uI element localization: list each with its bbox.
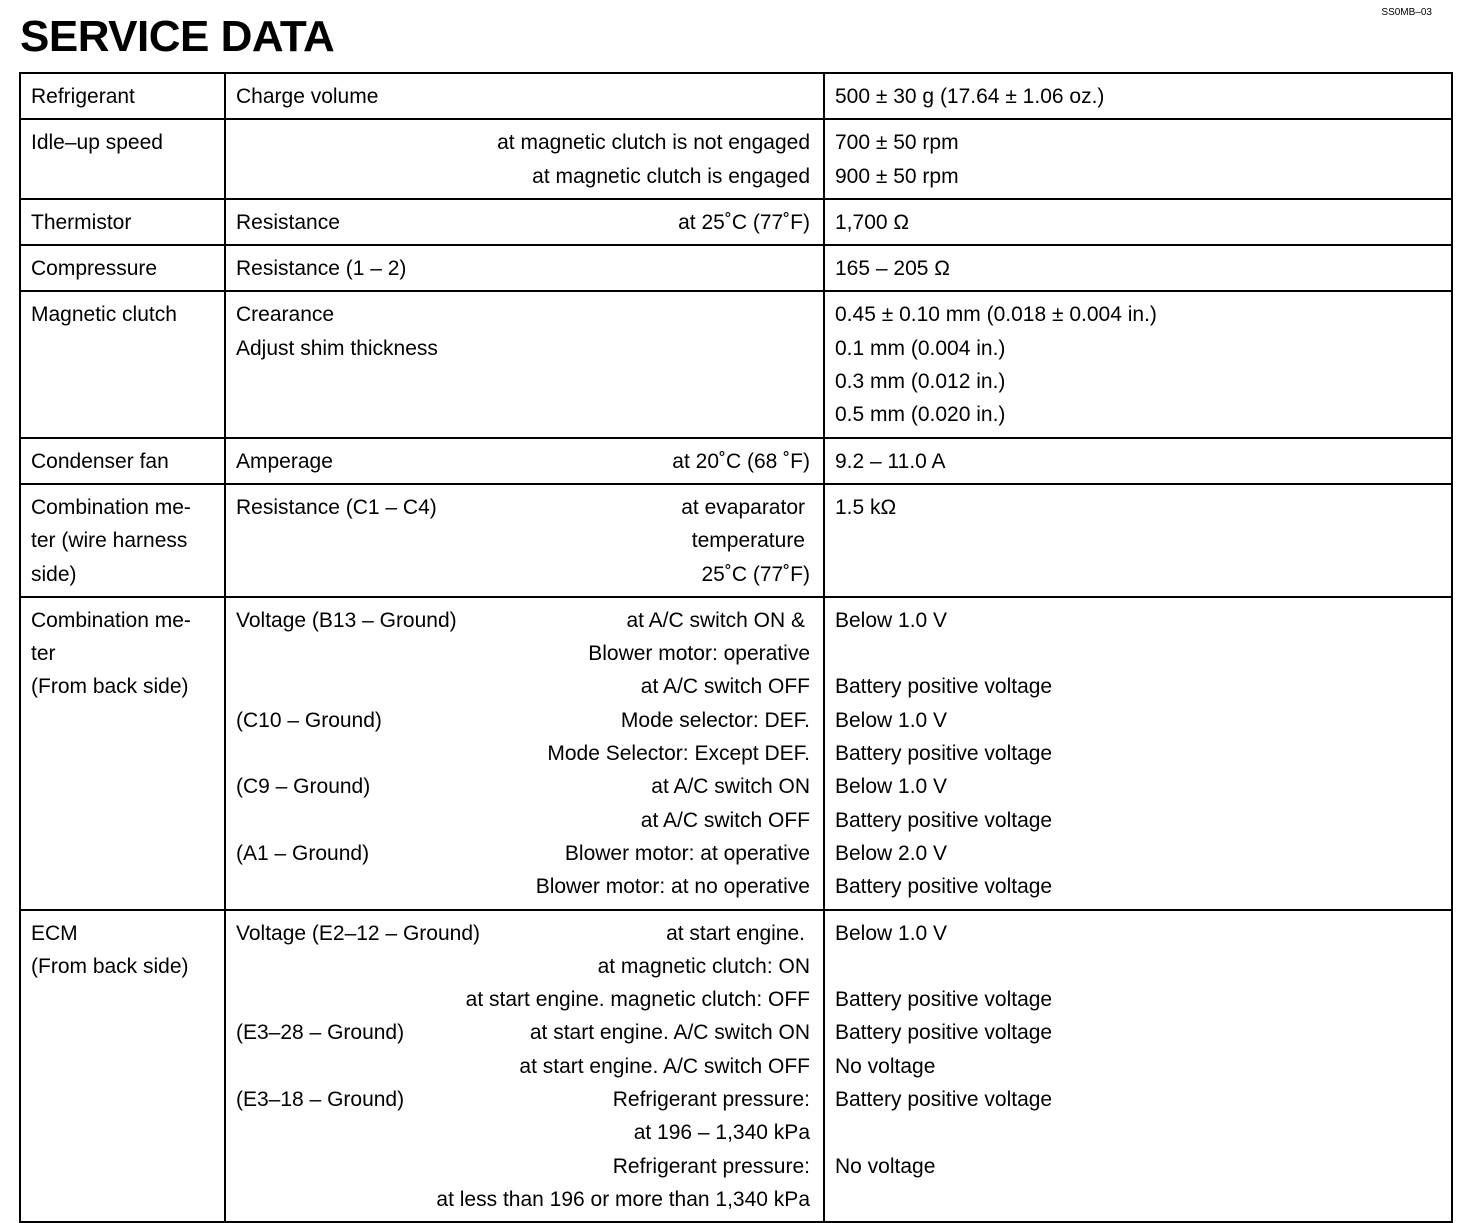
value-text: Below 1.0 V	[835, 921, 948, 945]
condition-text: Blower motor: at no operative	[535, 875, 810, 899]
value-text: 0.45 ± 0.10 mm (0.018 ± 0.004 in.)	[835, 303, 1157, 327]
value-text: 500 ± 30 g (17.64 ± 1.06 oz.)	[835, 85, 1105, 108]
item-cell	[20, 119, 225, 199]
value-cell	[824, 484, 1452, 597]
item-label: Idle–up speed	[31, 131, 163, 155]
condition-cell	[225, 291, 824, 437]
value-text: Battery positive voltage	[835, 808, 1053, 832]
param-label: (E3–28 – Ground)	[236, 1021, 405, 1045]
value-text	[835, 1183, 1451, 1216]
param-label: Adjust shim thickness	[236, 336, 438, 360]
condition-cell	[225, 910, 824, 1223]
table-row	[20, 438, 1452, 484]
item-cell	[20, 291, 225, 437]
condition-cell	[225, 438, 824, 484]
value-text	[835, 1116, 1451, 1149]
condition-text: at A/C switch OFF	[640, 675, 810, 699]
param-label: Voltage (E2–12 – Ground)	[236, 921, 481, 945]
item-cell	[20, 597, 225, 910]
condition-text: at start engine. A/C switch OFF	[519, 1054, 810, 1078]
condition-text: Blower motor: at operative	[564, 841, 810, 865]
value-text: Battery positive voltage	[835, 875, 1053, 899]
page-title: SERVICE DATA	[20, 12, 335, 61]
value-text: Battery positive voltage	[835, 1088, 1053, 1112]
condition-text: at magnetic clutch is not engaged	[497, 131, 810, 155]
condition-cell	[225, 199, 824, 245]
condition-text: temperature	[691, 529, 805, 553]
item-label: Refrigerant	[31, 85, 135, 108]
value-text: No voltage	[835, 1054, 936, 1078]
condition-text: Mode Selector: Except DEF.	[547, 742, 810, 766]
table-row	[20, 597, 1452, 910]
item-label: ter (wire harness	[31, 529, 188, 553]
item-label: Condenser fan	[31, 449, 169, 473]
condition-text: at magnetic clutch: ON	[597, 954, 810, 978]
item-cell	[20, 910, 225, 1223]
value-text: 1,700 Ω	[835, 210, 910, 234]
condition-cell	[225, 484, 824, 597]
param-label: Resistance (C1 – C4)	[236, 495, 437, 519]
condition-text: at start engine.	[666, 921, 805, 945]
table-row	[20, 484, 1452, 597]
item-cell	[20, 73, 225, 119]
value-cell	[824, 597, 1452, 910]
table-row	[20, 199, 1452, 245]
condition-text: at 20˚C (68 ˚F)	[672, 449, 810, 473]
value-cell	[824, 119, 1452, 199]
condition-text: at A/C switch OFF	[640, 808, 810, 832]
condition-cell	[225, 73, 824, 119]
condition-text: at 196 – 1,340 kPa	[633, 1121, 810, 1145]
table-row	[20, 73, 1452, 119]
value-text: 165 – 205 Ω	[835, 257, 950, 281]
item-label: Magnetic clutch	[31, 303, 177, 327]
value-cell	[824, 438, 1452, 484]
param-label: Amperage	[236, 449, 333, 473]
value-text: Below 1.0 V	[835, 708, 948, 732]
value-cell	[824, 73, 1452, 119]
value-text: Battery positive voltage	[835, 988, 1053, 1012]
item-cell	[20, 484, 225, 597]
param-label: (E3–18 – Ground)	[236, 1088, 405, 1112]
condition-text: Blower motor: operative	[588, 642, 810, 666]
value-text: 0.1 mm (0.004 in.)	[835, 336, 1006, 360]
value-text: 900 ± 50 rpm	[835, 164, 959, 188]
value-text: 9.2 – 11.0 A	[835, 449, 946, 473]
param-label: (C9 – Ground)	[236, 775, 371, 799]
value-text	[835, 950, 1451, 983]
item-cell	[20, 245, 225, 291]
table-row	[20, 291, 1452, 437]
value-cell	[824, 199, 1452, 245]
condition-text: at 25˚C (77˚F)	[678, 210, 810, 234]
item-label: Compressure	[31, 257, 158, 281]
condition-text: at start engine. A/C switch ON	[529, 1021, 810, 1045]
param-label: Voltage (B13 – Ground)	[236, 608, 457, 632]
document-code: SS0MB–03	[1381, 7, 1432, 18]
item-cell	[20, 199, 225, 245]
condition-text: at A/C switch ON	[651, 775, 810, 799]
condition-text: at start engine. magnetic clutch: OFF	[465, 988, 810, 1012]
service-data-table	[19, 72, 1453, 1223]
param-label: Resistance (1 – 2)	[236, 257, 407, 281]
param-label: Charge volume	[236, 85, 379, 108]
value-text: 0.5 mm (0.020 in.)	[835, 403, 1006, 427]
condition-text: at A/C switch ON &	[626, 608, 805, 632]
item-label: (From back side)	[31, 675, 189, 699]
condition-cell	[225, 119, 824, 199]
item-label: Combination me-	[31, 495, 191, 519]
value-text: Below 1.0 V	[835, 775, 948, 799]
value-cell	[824, 291, 1452, 437]
param-label: Resistance	[236, 210, 340, 234]
item-label: Thermistor	[31, 210, 132, 234]
item-cell	[20, 438, 225, 484]
value-text: Below 1.0 V	[835, 608, 948, 632]
item-label: ECM	[31, 921, 78, 945]
condition-cell	[225, 597, 824, 910]
condition-text: 25˚C (77˚F)	[701, 562, 810, 586]
value-cell	[824, 245, 1452, 291]
value-text	[835, 637, 1451, 670]
value-text: Battery positive voltage	[835, 1021, 1053, 1045]
value-text: Battery positive voltage	[835, 742, 1053, 766]
param-label: (C10 – Ground)	[236, 708, 382, 732]
condition-text: Refrigerant pressure:	[612, 1154, 810, 1178]
table-row	[20, 910, 1452, 1223]
condition-text: Refrigerant pressure:	[612, 1088, 810, 1112]
condition-text: at evaparator	[681, 495, 805, 519]
value-cell	[824, 910, 1452, 1223]
param-label: Crearance	[236, 303, 335, 327]
value-text: Below 2.0 V	[835, 841, 948, 865]
condition-text: at less than 196 or more than 1,340 kPa	[436, 1187, 810, 1211]
table-row	[20, 245, 1452, 291]
param-label: (A1 – Ground)	[236, 841, 370, 865]
value-text: 1.5 kΩ	[835, 495, 897, 519]
item-label: side)	[31, 562, 77, 586]
item-label: (From back side)	[31, 954, 189, 978]
condition-cell	[225, 245, 824, 291]
item-label: ter	[31, 642, 56, 666]
value-text: Battery positive voltage	[835, 675, 1053, 699]
table-row	[20, 119, 1452, 199]
item-label: Combination me-	[31, 608, 191, 632]
value-text: 0.3 mm (0.012 in.)	[835, 370, 1006, 394]
value-text: 700 ± 50 rpm	[835, 131, 959, 155]
condition-text: Mode selector: DEF.	[620, 708, 810, 732]
condition-text: at magnetic clutch is engaged	[532, 164, 810, 188]
value-text: No voltage	[835, 1154, 936, 1178]
